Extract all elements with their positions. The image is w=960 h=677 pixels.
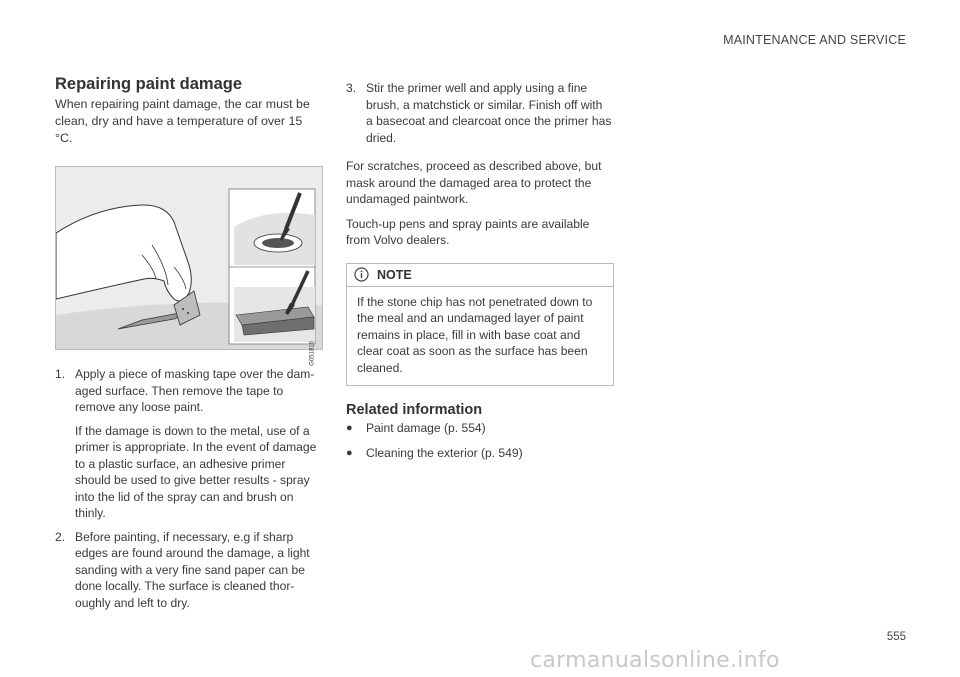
step-text: If the damage is down to the metal, use of a primer is appropriate. In the event of damage to a plastic surface, an adhesive primer should be used to give better results - spray into the lid of the spray can and brush on thinly. [75, 423, 317, 520]
info-circle-icon [354, 267, 369, 282]
related-item[interactable] [346, 420, 612, 437]
watermark: carmanualsonline.info [530, 648, 780, 673]
intro-text: When repairing paint damage, the car must be clean, dry and have a temperature of over 15 °C. [55, 97, 310, 145]
scratches-text: For scratches, proceed as described above, but mask around the damaged area to protect the undamaged paintwork. [346, 159, 602, 206]
bullet-icon: ● [346, 446, 353, 459]
step-number: 2. [55, 529, 66, 544]
related-item[interactable] [346, 445, 612, 462]
repair-illustration [55, 166, 323, 366]
figure-code: G051816 [310, 341, 316, 366]
step-item [55, 529, 323, 612]
step-number: 1. [55, 367, 66, 381]
step-number: 3. [346, 81, 357, 95]
step-text: Apply a piece of masking tape over the dam-aged surface. Then remove the tape to remove any loose paint. [75, 367, 315, 414]
step-text: Before painting, if necessary, e.g if sharp edges are found around the damage, a light sanding with a very fine sand paper can be done locally. The surface is cleaned thor-oughly and left to dry. [75, 529, 310, 610]
bullet-icon: ● [346, 422, 353, 434]
left-column [55, 75, 323, 618]
related-list [346, 420, 612, 461]
steps-list [55, 366, 323, 611]
page-title: Repairing paint damage [55, 75, 243, 93]
steps-list-continued [346, 80, 612, 146]
right-column [346, 80, 612, 469]
related-link[interactable]: Paint damage (p. 554) [366, 421, 486, 435]
related-link[interactable]: Cleaning the exterior (p. 549) [366, 445, 523, 460]
note-box [346, 263, 614, 387]
step-item [55, 366, 323, 522]
section-header: MAINTENANCE AND SERVICE [723, 33, 906, 47]
note-text: If the stone chip has not penetrated down to the meal and an undamaged layer of paint remains in place, fill in with base coat and clear coat as soon as the surface has been cleaned. [357, 294, 593, 375]
step-text: Stir the primer well and apply using a fine brush, a matchstick or similar. Finish off with a basecoat and clearcoat once the primer has dried. [366, 81, 612, 145]
page-number: 555 [886, 631, 906, 643]
touchup-text: Touch-up pens and spray paints are available from Volvo dealers. [346, 216, 590, 247]
related-title: Related information [346, 402, 483, 418]
note-title: NOTE [377, 267, 412, 282]
note-header [347, 264, 613, 287]
hand-with-tape-illustration [56, 167, 322, 349]
step-item [346, 80, 612, 146]
